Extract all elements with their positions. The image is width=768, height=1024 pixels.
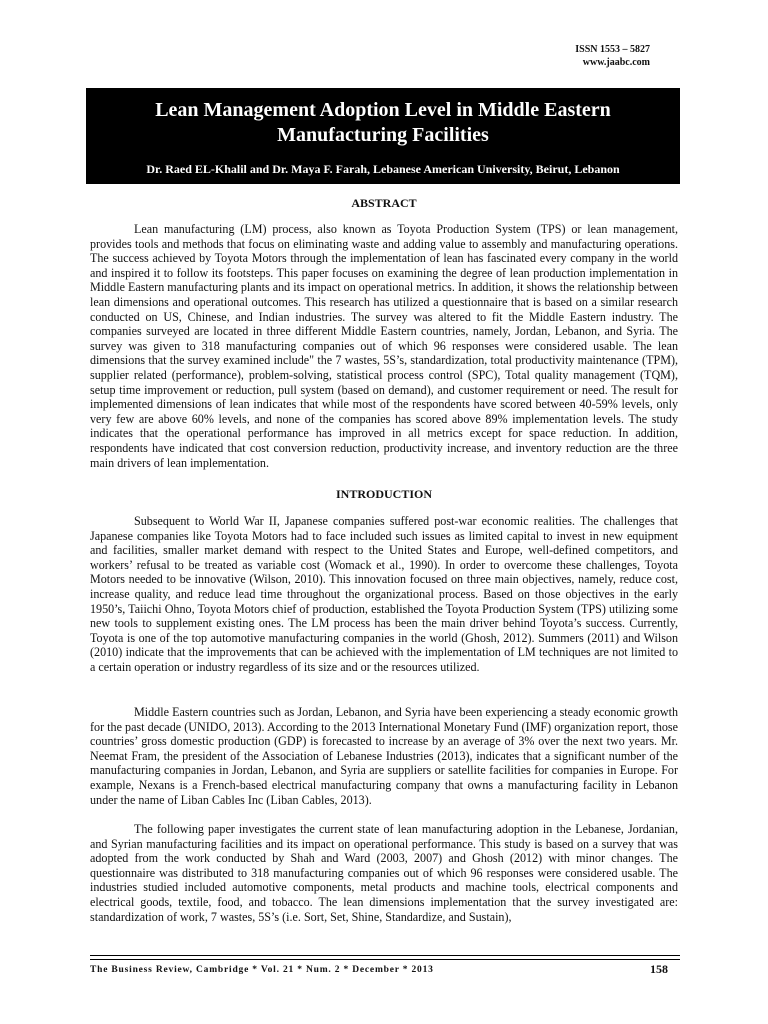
abstract-paragraph: Lean manufacturing (LM) process, also known as Toyota Production System (TPS) or lean management, provides tools and methods that focus on eliminating waste and adding value to assembly and manufacturing operations. The success achieved by Toyota Motors through the implementation of lean has fascinated every company in the world and inspired it to follow its footsteps. This paper focuses on examining the degree of lean production implementation in Middle Eastern manufacturing plants and its impact on operational metrics. In addition, it shows the relationship between lean dimensions and operational outcomes. This research has utilized a questionnaire that is based on a similar research conducted on US, Chinese, and Indian industries. The survey was altered to fit the Middle Eastern industry. The companies surveyed are located in three different Middle Eastern countries, namely, Jordan, Lebanon, and Syria. The survey was given to 318 manufacturing companies out of which 96 responses were considered usable. The lean dimensions that the survey examined include" the 7 wastes, 5S’s, standardization, total productivity maintenance (TPM), supplier related (performance), problem-solving, statistical process control (SPC), Total quality management (TQM), setup time improvement or reduction, pull system (based on demand), and customer requirement or need. The result for implemented dimensions of lean indicates that while most of the respondents have scored between 40-59% levels, only very few are above 60% levels, and none of the companies has scored above 89% implementation levels. The study indicates that the operational performance has improved in all metrics except for space reduction. In addition, respondents have indicated that cost conversion reduction, productivity increase, and inventory reduction are the three main drivers of lean implementation. xyxy=(90,222,678,470)
footer-journal-citation: The Business Review, Cambridge * Vol. 21 * Num. 2 * December * 2013 xyxy=(90,965,434,975)
introduction-paragraph-1: Subsequent to World War II, Japanese companies suffered post-war economic realities. The challenges that Japanese companies like Toyota Motors had to face included such issues as limited capital to invest in new equipment and facilities, smaller market demand with respect to the United States and Europe, well-defined competitors, and workers’ refusal to be treated as variable cost (Womack et al., 1990). In order to overcome these challenges, Toyota Motors needed to be innovative (Wilson, 2010). This innovation focused on three main objectives, namely, reduce cost, increase quality, and reduce lead time throughout the organizational process. Based on those objectives in the early 1950’s, Taiichi Ohno, Toyota Motors chief of production, established the Toyota Production System (TPS) utilizing some new tools to supplement existing ones. The LM process has been the main driver behind Toyota’s success. Currently, Toyota is one of the top automotive manufacturing companies in the world (Ghosh, 2012). Summers (2011) and Wilson (2010) indicate that the improvements that can be achieved with the implementation of LM techniques are not limited to a certain operation or industry regardless of its size and or the resources utilized. xyxy=(90,514,678,674)
journal-website: www.jaabc.com xyxy=(582,57,650,68)
author-line: Dr. Raed EL-Khalil and Dr. Maya F. Farah, Lebanese American University, Beirut, Lebanon xyxy=(146,162,620,176)
footer-rule xyxy=(90,955,680,960)
paper-title: Lean Management Adoption Level in Middle Eastern Manufacturing Facilities xyxy=(155,99,611,146)
abstract-heading: ABSTRACT xyxy=(351,196,417,210)
issn-number: ISSN 1553 – 5827 xyxy=(575,44,650,55)
page-number: 158 xyxy=(650,962,668,976)
introduction-paragraph-2: Middle Eastern countries such as Jordan, Lebanon, and Syria have been experiencing a steady economic growth for the past decade (UNIDO, 2013). According to the 2013 International Monetary Fund (IMF) organization report, those countries’ gross domestic production (GDP) is forecasted to increase by an average of 3% over the next two years. Mr. Neemat Fram, the president of the Association of Lebanese Industries (2013), indicates that a significant number of the manufacturing companies in Jordan, Lebanon, and Syria are suppliers or satellite facilities for companies in Europe. For example, Nexans is a French-based electrical manufacturing company that owns a manufacturing facility in Lebanon under the name of Liban Cables Inc (Liban Cables, 2013). xyxy=(90,705,678,807)
title-banner xyxy=(86,88,680,184)
introduction-heading: INTRODUCTION xyxy=(335,487,432,501)
introduction-paragraph-3: The following paper investigates the current state of lean manufacturing adoption in the Lebanese, Jordanian, and Syrian manufacturing facilities and its impact on operational performance. This study is based on a survey that was adopted from the work conducted by Shah and Ward (2003, 2007) and Ghosh (2012) with minor changes. The questionnaire was distributed to 318 manufacturing companies out of which 96 responses were considered usable. The industries studied included automotive components, metal products and machine tools, electrical components and electrical goods, textile, food, and tobacco. The lean dimensions implementation that the survey investigated are: standardization of work, 7 wastes, 5S’s (i.e. Sort, Set, Shine, Standardize, and Sustain), xyxy=(90,822,678,924)
issn-header xyxy=(575,43,650,69)
